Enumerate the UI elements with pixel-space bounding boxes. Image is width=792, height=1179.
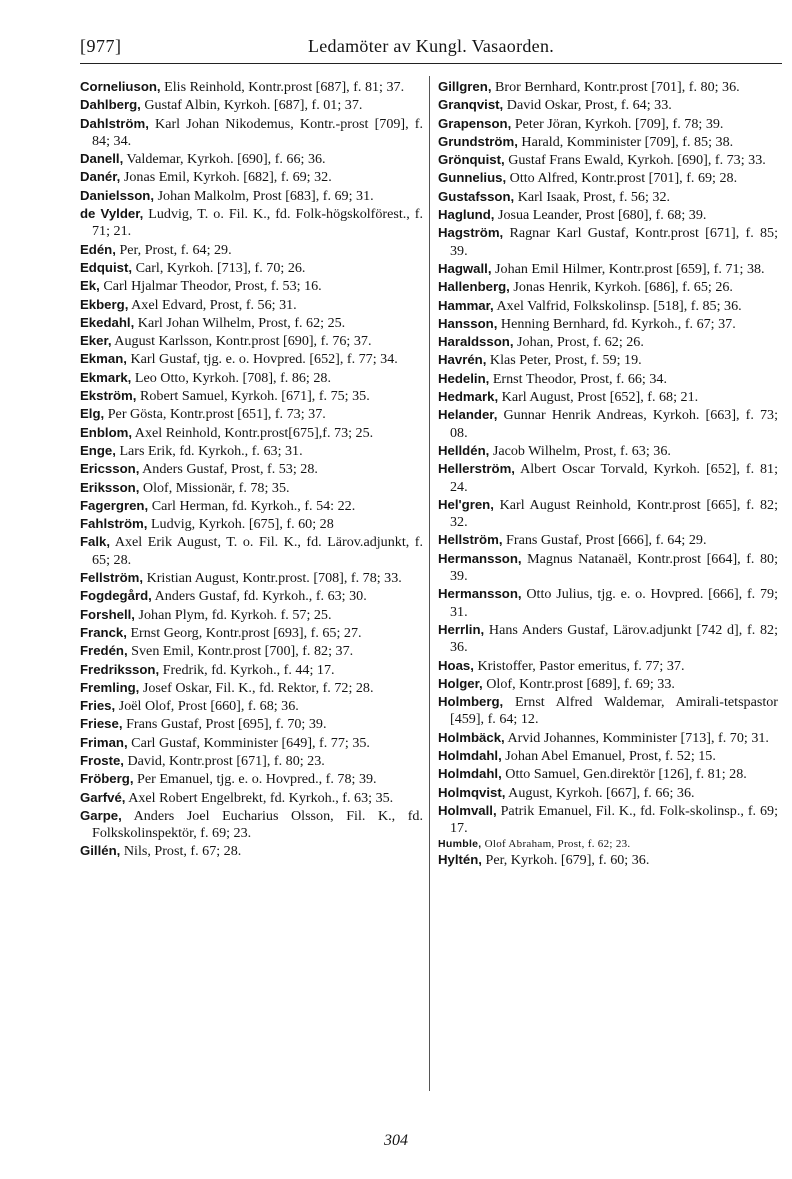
entry-surname: Holmdahl,: [438, 766, 502, 782]
entry-surname: Helldén,: [438, 442, 490, 458]
register-entry: [80, 314, 423, 332]
entry-details: Karl Gustaf, tjg. e. o. Hovpred. [652], f. 77; 34.: [130, 351, 398, 368]
register-entry: [80, 115, 423, 151]
entry-details: Ernst Alfred Waldemar, Amirali-tetspastor [459], f. 64; 12.: [450, 694, 778, 728]
entry-surname: Enblom,: [80, 424, 133, 440]
entry-details: Fredrik, fd. Kyrkoh., f. 44; 17.: [162, 661, 335, 678]
register-entry: [80, 807, 423, 843]
entry-details: Lars Erik, fd. Kyrkoh., f. 63; 31.: [119, 442, 303, 459]
entry-surname: Fredén,: [80, 643, 128, 659]
header-rule: [80, 63, 782, 64]
entry-surname: Friman,: [80, 734, 128, 750]
register-entry: [80, 679, 423, 697]
entry-surname: Dahlberg,: [80, 97, 141, 113]
entry-surname: Hedelin,: [438, 370, 490, 386]
left-column: [80, 78, 423, 861]
register-entry: [438, 370, 778, 388]
entry-surname: Haglund,: [438, 207, 495, 223]
register-entry: [80, 296, 423, 314]
register-entry: [438, 585, 778, 621]
entry-surname: Eker,: [80, 333, 112, 349]
right-column: [438, 78, 778, 870]
entry-surname: Fogdegård,: [80, 588, 152, 604]
register-entry: [438, 115, 778, 133]
register-entry: [438, 837, 778, 851]
entry-details: Elis Reinhold, Kontr.prost [687], f. 81; 37.: [164, 79, 405, 95]
register-entry: [438, 802, 778, 838]
entry-surname: Ekedahl,: [80, 314, 135, 330]
register-entry: [80, 515, 423, 533]
register-entry: [80, 369, 423, 387]
register-entry: [438, 351, 778, 369]
register-entry: [438, 96, 778, 114]
register-entry: [80, 460, 423, 478]
register-entry: [438, 406, 778, 442]
column-divider: [429, 76, 430, 1091]
register-entry: [80, 606, 423, 624]
entry-surname: Fahlström,: [80, 516, 148, 532]
entry-details: Bror Bernhard, Kontr.prost [701], f. 80; 36.: [495, 79, 740, 95]
entry-details: Ernst Theodor, Prost, f. 66; 34.: [492, 370, 667, 387]
entry-surname: Havrén,: [438, 352, 487, 368]
entry-surname: Holger,: [438, 675, 483, 691]
entry-details: Anders Gustaf, fd. Kyrkoh., f. 63; 30.: [154, 588, 367, 605]
entry-surname: Danielsson,: [80, 187, 155, 203]
entry-details: Axel Robert Engelbrekt, fd. Kyrkoh., f. 63; 35.: [128, 789, 394, 806]
entry-surname: Forshell,: [80, 606, 135, 622]
register-entry: [438, 133, 778, 151]
entry-details: Per Emanuel, tjg. e. o. Hovpred., f. 78; 39.: [137, 771, 377, 788]
entry-details: Ragnar Karl Gustaf, Kontr.prost [671], f. 85; 39.: [450, 225, 778, 259]
entry-surname: Garfvé,: [80, 789, 126, 805]
register-entry: [80, 770, 423, 788]
entry-surname: Gustafsson,: [438, 188, 515, 204]
entry-details: Ernst Georg, Kontr.prost [693], f. 65; 27.: [130, 624, 362, 641]
entry-details: Leo Otto, Kyrkoh. [708], f. 86; 28.: [134, 369, 331, 386]
entry-details: Karl Johan Nikodemus, Kontr.-prost [709], f. 84; 34.: [92, 115, 423, 149]
entry-details: Frans Gustaf, Prost [695], f. 70; 39.: [126, 716, 327, 733]
page-title: Ledamöter av Kungl. Vasaorden.: [307, 36, 555, 56]
entry-surname: Fremling,: [80, 679, 140, 695]
register-entry: [438, 747, 778, 765]
entry-surname: de Vylder,: [80, 206, 144, 222]
entry-surname: Gillgren,: [438, 79, 492, 94]
entry-details: Hans Anders Gustaf, Lärov.adjunkt [742 d], f. 82; 36.: [450, 621, 778, 656]
register-entry: [80, 697, 423, 715]
register-entry: [80, 332, 423, 350]
entry-surname: Elg,: [80, 406, 105, 422]
register-entry: [80, 752, 423, 770]
register-entry: [438, 851, 778, 869]
register-entry: [80, 479, 423, 497]
entry-details: Johan Malkolm, Prost [683], f. 69; 31.: [157, 187, 374, 204]
register-entry: [80, 241, 423, 259]
entry-details: Ludvig, T. o. Fil. K., fd. Folk-högskolförest., f. 71; 21.: [92, 206, 423, 240]
entry-surname: Fagergren,: [80, 497, 149, 513]
entry-details: Carl Herman, fd. Kyrkoh., f. 54: 22.: [151, 497, 356, 514]
entry-details: Josef Oskar, Fil. K., fd. Rektor, f. 72; 28.: [142, 679, 374, 696]
entry-details: Kristian August, Kontr.prost. [708], f. 78; 33.: [146, 570, 402, 587]
entry-surname: Falk,: [80, 534, 111, 550]
entry-surname: Haraldsson,: [438, 334, 514, 350]
entry-details: Axel Valfrid, Folkskolinsp. [518], f. 85; 36.: [496, 297, 742, 314]
entry-surname: Hansson,: [438, 315, 498, 331]
register-entry: [438, 278, 778, 296]
register-entry: [80, 277, 423, 295]
entry-details: Johan, Prost, f. 62; 26.: [517, 334, 644, 351]
register-entry: [438, 297, 778, 315]
entry-surname: Fries,: [80, 698, 116, 714]
register-entry: [438, 657, 778, 675]
entry-details: Olof, Missionär, f. 78; 35.: [142, 479, 290, 496]
entry-details: Karl Isaak, Prost, f. 56; 32.: [517, 188, 671, 205]
register-entry: [80, 259, 423, 277]
entry-surname: Fellström,: [80, 570, 144, 586]
entry-details: Magnus Natanaël, Kontr.prost [664], f. 80; 39.: [450, 550, 778, 585]
entry-details: Klas Peter, Prost, f. 59; 19.: [489, 352, 642, 369]
entry-surname: Hermansson,: [438, 586, 522, 602]
entry-surname: Danell,: [80, 151, 124, 167]
register-entry: [438, 388, 778, 406]
register-entry: [80, 624, 423, 642]
register-entry: [438, 442, 778, 460]
entry-details: Robert Samuel, Kyrkoh. [671], f. 75; 35.: [139, 388, 370, 405]
entry-surname: Hedmark,: [438, 389, 499, 405]
entry-details: Gustaf Frans Ewald, Kyrkoh. [690], f. 73; 33.: [508, 152, 766, 169]
entry-surname: Garpe,: [80, 807, 122, 823]
entry-details: Olof, Kontr.prost [689], f. 69; 33.: [486, 675, 675, 692]
entry-details: Axel Edvard, Prost, f. 56; 31.: [131, 296, 297, 313]
entry-details: Gustaf Albin, Kyrkoh. [687], f. 01; 37.: [144, 97, 363, 114]
entry-details: Peter Jöran, Kyrkoh. [709], f. 78; 39.: [514, 115, 724, 132]
entry-details: Henning Bernhard, fd. Kyrkoh., f. 67; 37.: [500, 315, 736, 332]
entry-surname: Froste,: [80, 752, 124, 768]
register-entry: [80, 715, 423, 733]
register-entry: [438, 151, 778, 169]
entry-surname: Grönquist,: [438, 152, 505, 168]
entry-details: Josua Leander, Prost [680], f. 68; 39.: [497, 207, 707, 224]
entry-details: Karl August, Prost [652], f. 68; 21.: [501, 389, 699, 406]
register-entry: [438, 784, 778, 802]
entry-details: Karl August Reinhold, Kontr.prost [665], f. 82; 32.: [450, 496, 778, 531]
register-entry: [80, 150, 423, 168]
register-entry: [438, 531, 778, 549]
register-entry: [80, 497, 423, 515]
entry-surname: Hyltén,: [438, 852, 482, 868]
entry-details: Johan Emil Hilmer, Kontr.prost [659], f. 71; 38.: [495, 260, 765, 277]
entry-surname: Hel'gren,: [438, 496, 494, 512]
entry-surname: Hammar,: [438, 297, 494, 313]
entry-surname: Edquist,: [80, 259, 133, 275]
entry-surname: Hagwall,: [438, 260, 492, 276]
register-entry: [438, 675, 778, 693]
entry-surname: Ericsson,: [80, 461, 140, 477]
entry-details: Axel Erik August, T. o. Fil. K., fd. Lärov.adjunkt, f. 65; 28.: [92, 534, 423, 568]
entry-surname: Fredriksson,: [80, 661, 160, 677]
entry-surname: Edén,: [80, 241, 116, 257]
entry-surname: Ekström,: [80, 388, 137, 404]
register-entry: [80, 96, 423, 114]
entry-details: Per, Kyrkoh. [679], f. 60; 36.: [485, 852, 650, 869]
entry-details: David Oskar, Prost, f. 64; 33.: [506, 97, 672, 114]
entry-surname: Hermansson,: [438, 550, 522, 566]
register-entry: [80, 569, 423, 587]
footer-page-number: 304: [384, 1132, 408, 1149]
entry-details: Ludvig, Kyrkoh. [675], f. 60; 28: [150, 516, 334, 533]
entry-details: Johan Abel Emanuel, Prost, f. 52; 15.: [505, 747, 716, 764]
entry-details: Jacob Wilhelm, Prost, f. 63; 36.: [492, 442, 671, 459]
entry-surname: Corneliuson,: [80, 79, 161, 94]
entry-surname: Holmvall,: [438, 802, 497, 818]
entry-surname: Herrlin,: [438, 621, 485, 637]
register-entry: [438, 260, 778, 278]
entry-details: Jonas Henrik, Kyrkoh. [686], f. 65; 26.: [513, 279, 733, 296]
entry-surname: Humble,: [438, 838, 482, 851]
page-header: [80, 36, 782, 70]
entry-details: Valdemar, Kyrkoh. [690], f. 66; 36.: [126, 151, 326, 168]
entry-surname: Franck,: [80, 624, 127, 640]
register-entry: [438, 169, 778, 187]
register-entry: [80, 533, 423, 569]
entry-details: Carl Gustaf, Komminister [649], f. 77; 35.: [131, 734, 370, 751]
register-entry: [80, 168, 423, 186]
register-entry: [438, 460, 778, 496]
register-entry: [438, 224, 778, 260]
register-entry: [80, 78, 423, 96]
register-entry: [438, 188, 778, 206]
register-entry: [80, 405, 423, 423]
entry-surname: Holmberg,: [438, 694, 504, 710]
register-entry: [80, 442, 423, 460]
entry-surname: Holmbäck,: [438, 729, 505, 745]
entry-details: Carl, Kyrkoh. [713], f. 70; 26.: [135, 259, 306, 276]
entry-surname: Enge,: [80, 442, 116, 458]
entry-details: Anders Joel Eucharius Olsson, Fil. K., fd. Folkskolinspektör, f. 69; 23.: [92, 807, 424, 842]
entry-details: Harald, Komminister [709], f. 85; 38.: [521, 133, 734, 150]
entry-details: Olof Abraham, Prost, f. 62; 23.: [484, 838, 631, 851]
register-entry: [438, 729, 778, 747]
register-entry: [80, 734, 423, 752]
entry-details: Sven Emil, Kontr.prost [700], f. 82; 37.: [131, 643, 354, 660]
register-entry: [438, 765, 778, 783]
register-entry: [80, 187, 423, 205]
entry-surname: Ekmark,: [80, 369, 132, 385]
entry-details: Kristoffer, Pastor emeritus, f. 77; 37.: [477, 657, 685, 674]
entry-surname: Danér,: [80, 169, 121, 185]
entry-surname: Holmqvist,: [438, 784, 506, 800]
header-page-number: [977]: [80, 36, 122, 56]
entry-details: Jonas Emil, Kyrkoh. [682], f. 69; 32.: [123, 169, 332, 186]
entry-details: Anders Gustaf, Prost, f. 53; 28.: [142, 461, 318, 478]
register-entry: [438, 693, 778, 729]
entry-details: August Karlsson, Kontr.prost [690], f. 76; 37.: [114, 333, 372, 350]
entry-details: Arvid Johannes, Komminister [713], f. 70; 31.: [507, 729, 769, 746]
entry-surname: Hellström,: [438, 532, 503, 548]
entry-surname: Hoas,: [438, 657, 474, 673]
register-entry: [438, 206, 778, 224]
entry-surname: Ekman,: [80, 351, 127, 367]
entry-details: Otto Samuel, Gen.direktör [126], f. 81; 28.: [505, 766, 747, 783]
entry-surname: Dahlström,: [80, 115, 149, 131]
entry-details: Per Gösta, Kontr.prost [651], f. 73; 37.: [107, 406, 326, 423]
register-entry: [80, 642, 423, 660]
entry-surname: Fröberg,: [80, 771, 134, 787]
register-entry: [438, 496, 778, 532]
entry-surname: Grapenson,: [438, 115, 512, 131]
entry-details: Per, Prost, f. 64; 29.: [119, 241, 232, 258]
entry-details: Otto Julius, tjg. e. o. Hovpred. [666], f. 79; 31.: [450, 586, 778, 620]
entry-surname: Granqvist,: [438, 97, 504, 113]
entry-surname: Helander,: [438, 407, 498, 423]
entry-surname: Grundström,: [438, 133, 518, 149]
entry-details: Johan Plym, fd. Kyrkoh. f. 57; 25.: [138, 606, 332, 623]
register-entry: [438, 333, 778, 351]
entry-details: Otto Alfred, Kontr.prost [701], f. 69; 28.: [509, 170, 738, 187]
register-entry: [80, 587, 423, 605]
entry-details: Karl Johan Wilhelm, Prost, f. 62; 25.: [137, 314, 346, 331]
register-entry: [438, 315, 778, 333]
register-entry: [438, 621, 778, 657]
entry-details: Patrik Emanuel, Fil. K., fd. Folk-skolinsp., f. 69; 17.: [450, 802, 778, 837]
entry-details: Nils, Prost, f. 67; 28.: [123, 843, 242, 860]
entry-surname: Ekberg,: [80, 296, 129, 312]
register-entry: [80, 350, 423, 368]
register-entry: [80, 424, 423, 442]
entry-surname: Holmdahl,: [438, 747, 502, 763]
entry-surname: Gunnelius,: [438, 170, 507, 186]
entry-details: Joël Olof, Prost [660], f. 68; 36.: [118, 698, 299, 715]
entry-details: Frans Gustaf, Prost [666], f. 64; 29.: [506, 532, 707, 549]
entry-surname: Ek,: [80, 278, 100, 294]
entry-details: Gunnar Henrik Andreas, Kyrkoh. [663], f. 73; 08.: [450, 407, 778, 441]
entry-surname: Friese,: [80, 716, 123, 732]
entry-surname: Gillén,: [80, 843, 121, 859]
entry-details: Axel Reinhold, Kontr.prost[675],f. 73; 25.: [134, 424, 374, 441]
entry-details: August, Kyrkoh. [667], f. 66; 36.: [508, 784, 695, 801]
register-entry: [80, 789, 423, 807]
register-entry: [438, 78, 778, 96]
register-entry: [80, 387, 423, 405]
entry-details: Albert Oscar Torvald, Kyrkoh. [652], f. 81; 24.: [450, 461, 778, 495]
register-entry: [80, 661, 423, 679]
entry-surname: Eriksson,: [80, 479, 140, 495]
entry-details: Carl Hjalmar Theodor, Prost, f. 53; 16.: [103, 278, 322, 295]
entry-surname: Hellerström,: [438, 461, 515, 477]
entry-details: David, Kontr.prost [671], f. 80; 23.: [127, 752, 325, 769]
register-entry: [438, 550, 778, 586]
register-entry: [80, 205, 423, 241]
entry-surname: Hagström,: [438, 225, 504, 241]
entry-surname: Hallenberg,: [438, 279, 510, 295]
register-entry: [80, 842, 423, 860]
